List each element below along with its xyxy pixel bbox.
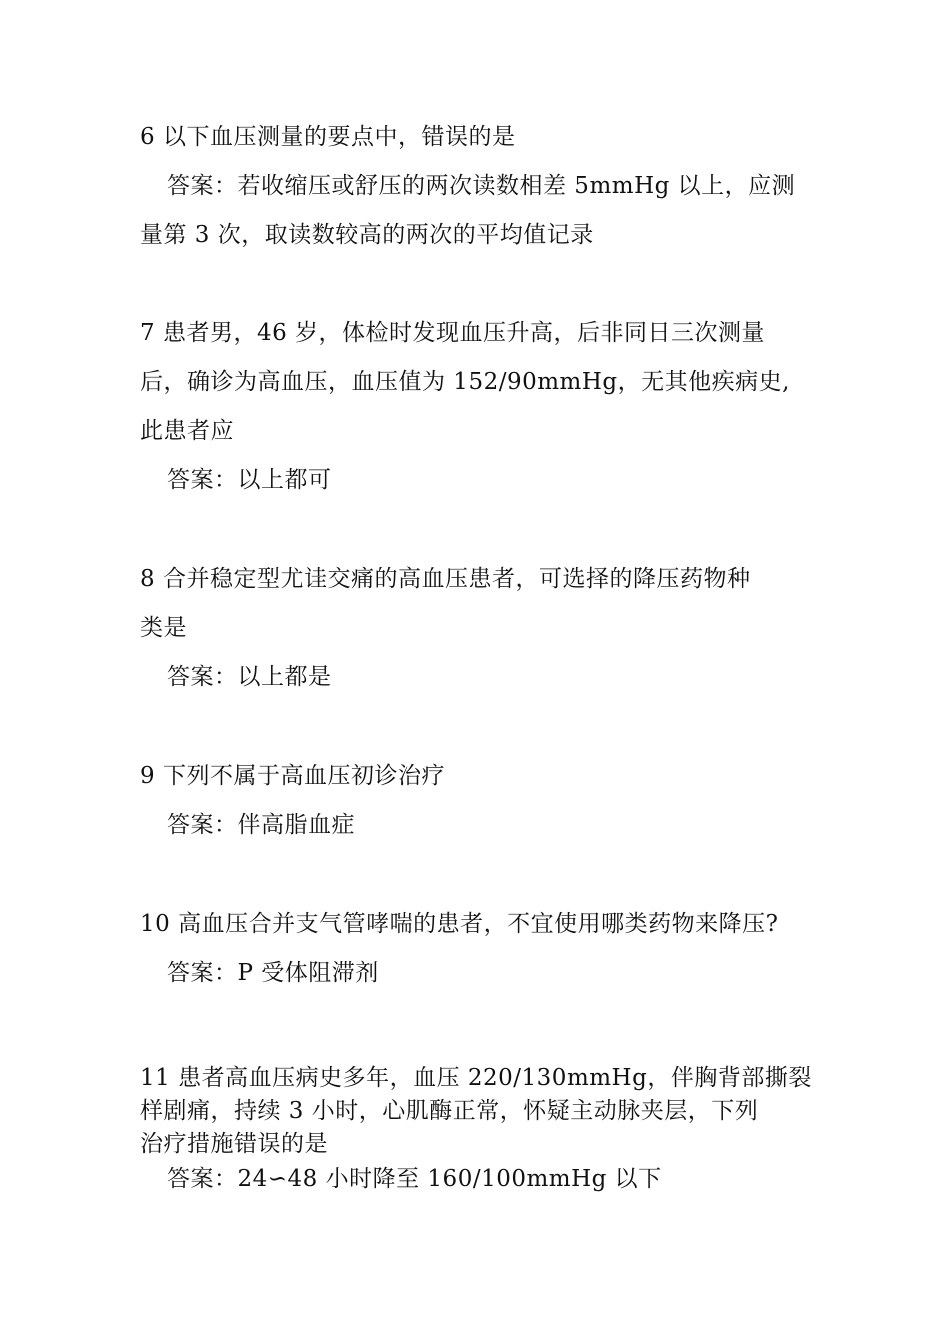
question-11: 11 患者高血压病史多年，血压 220/130mmHg，伴胸背部撕裂 样剧痛，持续 3 小时，心肌酶正常，怀疑主动脉夹层，下列 治疗措施错误的是	[140, 1065, 812, 1157]
answer-8: 答案：以上都是	[167, 664, 332, 690]
answer-6: 答案：若收缩压或舒压的两次读数相差 5mmHg 以上，应测 量第 3 次，取读数较高的两次的平均值记录	[140, 173, 796, 248]
question-9: 9 下列不属于高血压初诊治疗	[140, 763, 445, 789]
answer-11: 答案：24∽48 小时降至 160/100mmHg 以下	[167, 1166, 662, 1192]
question-6: 6 以下血压测量的要点中，错误的是	[140, 124, 516, 150]
answer-9: 答案：伴高脂血症	[167, 812, 355, 838]
answer-7: 答案：以上都可	[167, 467, 332, 493]
answer-10: 答案：P 受体阻滞剂	[167, 960, 379, 986]
question-7: 7 患者男，46 岁，体检时发现血压升高，后非同日三次测量 后，确诊为高血压，血压值为 152/90mmHg，无其他疾病史, 此患者应	[140, 320, 790, 444]
question-8: 8 合并稳定型尤诖交痛的高血压患者，可选择的降压药物种 类是	[140, 566, 751, 641]
question-10: 10 高血压合并支气管哮喘的患者，不宜使用哪类药物来降压?	[140, 911, 779, 937]
